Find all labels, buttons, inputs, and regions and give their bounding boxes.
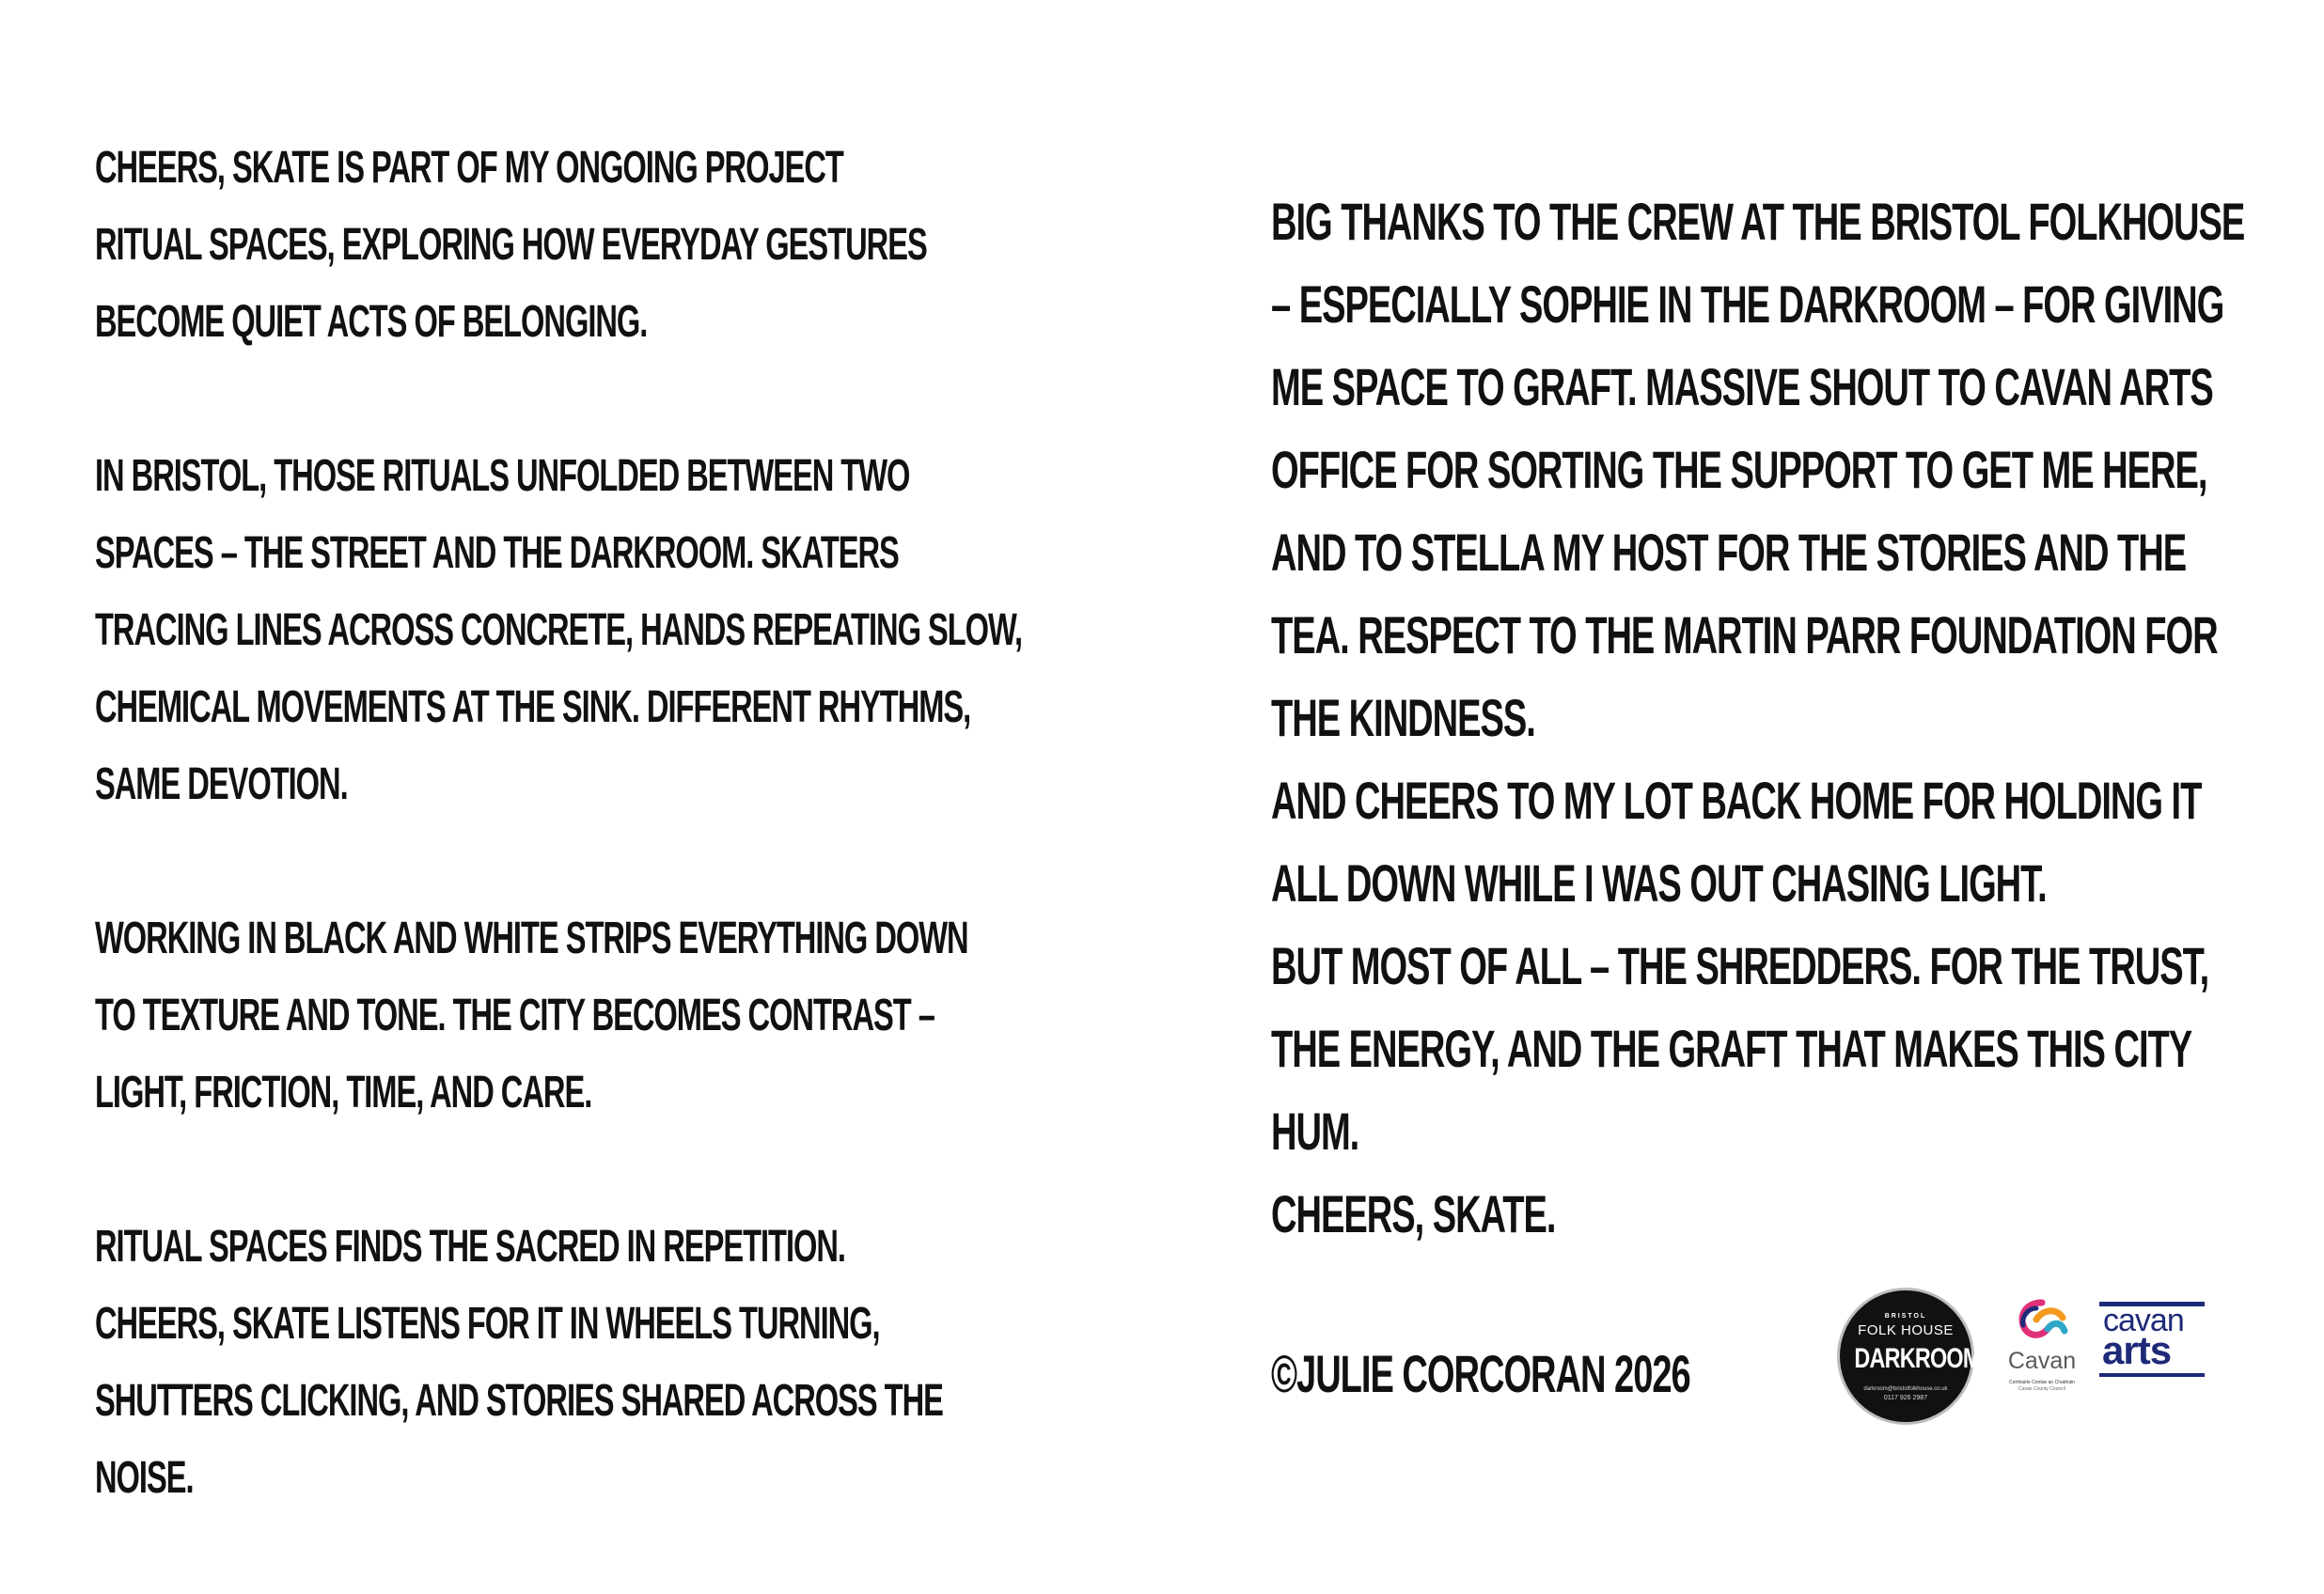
text-line: THE ENERGY, AND THE GRAFT THAT MAKES THIS CITY: [1271, 1019, 2192, 1078]
text-line: SPACES – THE STREET AND THE DARKROOM. SKATERS: [95, 528, 899, 578]
darkroom-logo-email: darkroom@bristolfolkhouse.co.uk: [1863, 1386, 1948, 1392]
text-line: AND CHEERS TO MY LOT BACK HOME FOR HOLDING IT: [1271, 771, 2202, 830]
text-line: TO TEXTURE AND TONE. THE CITY BECOMES CONTRAST –: [95, 991, 934, 1040]
paragraph-ritual-spaces: [95, 1209, 1129, 1517]
cavan-council-logo: [1995, 1295, 2089, 1408]
text-line: BIG THANKS TO THE CREW AT THE BRISTOL FOLKHOUSE: [1271, 192, 2245, 251]
text-line: LIGHT, FRICTION, TIME, AND CARE.: [95, 1068, 592, 1117]
cavan-council-word: Cavan: [2007, 1348, 2077, 1374]
text-line: RITUAL SPACES, EXPLORING HOW EVERYDAY GESTURES: [95, 220, 927, 270]
text-line: TEA. RESPECT TO THE MARTIN PARR FOUNDATION FOR: [1271, 605, 2218, 664]
text-line: RITUAL SPACES FINDS THE SACRED IN REPETITION.: [95, 1222, 845, 1272]
text-line: TRACING LINES ACROSS CONCRETE, HANDS REPEATING SLOW,: [95, 605, 1023, 655]
copyright-notice: ©JULIE CORCORAN 2026: [1271, 1344, 1690, 1403]
cavan-council-english-name: Cavan County Council: [2018, 1386, 2065, 1392]
cavan-arts-logo: [2099, 1302, 2205, 1377]
text-line: CHEERS, SKATE.: [1271, 1184, 1556, 1243]
sponsor-logos: [1833, 1288, 2209, 1429]
darkroom-logo-folk-text: FOLK HOUSE: [1858, 1322, 1954, 1338]
text-line: OFFICE FOR SORTING THE SUPPORT TO GET ME HERE,: [1271, 440, 2207, 499]
text-line: CHEMICAL MOVEMENTS AT THE SINK. DIFFERENT RHYTHMS,: [95, 682, 971, 732]
darkroom-logo: [1837, 1288, 1981, 1425]
cavan-swirl-icon: [1995, 1295, 2089, 1348]
text-line: CHEERS, SKATE LISTENS FOR IT IN WHEELS TURNING,: [95, 1299, 880, 1349]
text-line: ALL DOWN WHILE I WAS OUT CHASING LIGHT.: [1271, 853, 2047, 913]
text-line: HUM.: [1271, 1102, 1359, 1161]
text-line: SHUTTERS CLICKING, AND STORIES SHARED ACROSS THE: [95, 1376, 943, 1426]
cavan-arts-word-cavan: cavan: [2103, 1303, 2184, 1338]
darkroom-logo-phone: 0117 926 2987: [1883, 1395, 1928, 1401]
text-line: THE KINDNESS.: [1271, 688, 1535, 747]
cavan-council-irish-name: Comhairle Contae an Chabháin: [2008, 1380, 2076, 1385]
text-line: SAME DEVOTION.: [95, 759, 348, 809]
paragraph-intro: [95, 130, 1129, 361]
darkroom-logo-main-text: DARKROOM: [1854, 1343, 1981, 1374]
text-line: BUT MOST OF ALL – THE SHREDDERS. FOR THE TRUST,: [1271, 936, 2209, 995]
text-line: AND TO STELLA MY HOST FOR THE STORIES AND THE: [1271, 523, 2187, 582]
paragraph-bristol: [95, 438, 1129, 823]
darkroom-logo-small-text: BRISTOL: [1884, 1313, 1927, 1320]
text-line: NOISE.: [95, 1453, 194, 1503]
paragraph-black-and-white: [95, 900, 1129, 1132]
text-line: IN BRISTOL, THOSE RITUALS UNFOLDED BETWEEN TWO: [95, 451, 910, 501]
left-column: [95, 130, 1129, 1594]
text-line: BECOME QUIET ACTS OF BELONGING.: [95, 297, 648, 347]
cavan-arts-word-arts: arts: [2102, 1328, 2172, 1372]
text-line: ME SPACE TO GRAFT. MASSIVE SHOUT TO CAVAN ARTS: [1271, 357, 2213, 416]
text-line: CHEERS, SKATE IS PART OF MY ONGOING PROJECT: [95, 143, 843, 193]
cavan-arts-bottom-bar: [2099, 1373, 2205, 1377]
text-line: WORKING IN BLACK AND WHITE STRIPS EVERYTHING DOWN: [95, 914, 968, 963]
right-column-thanks: [1271, 180, 2268, 1256]
text-line: – ESPECIALLY SOPHIE IN THE DARKROOM – FOR GIVING: [1271, 274, 2224, 334]
